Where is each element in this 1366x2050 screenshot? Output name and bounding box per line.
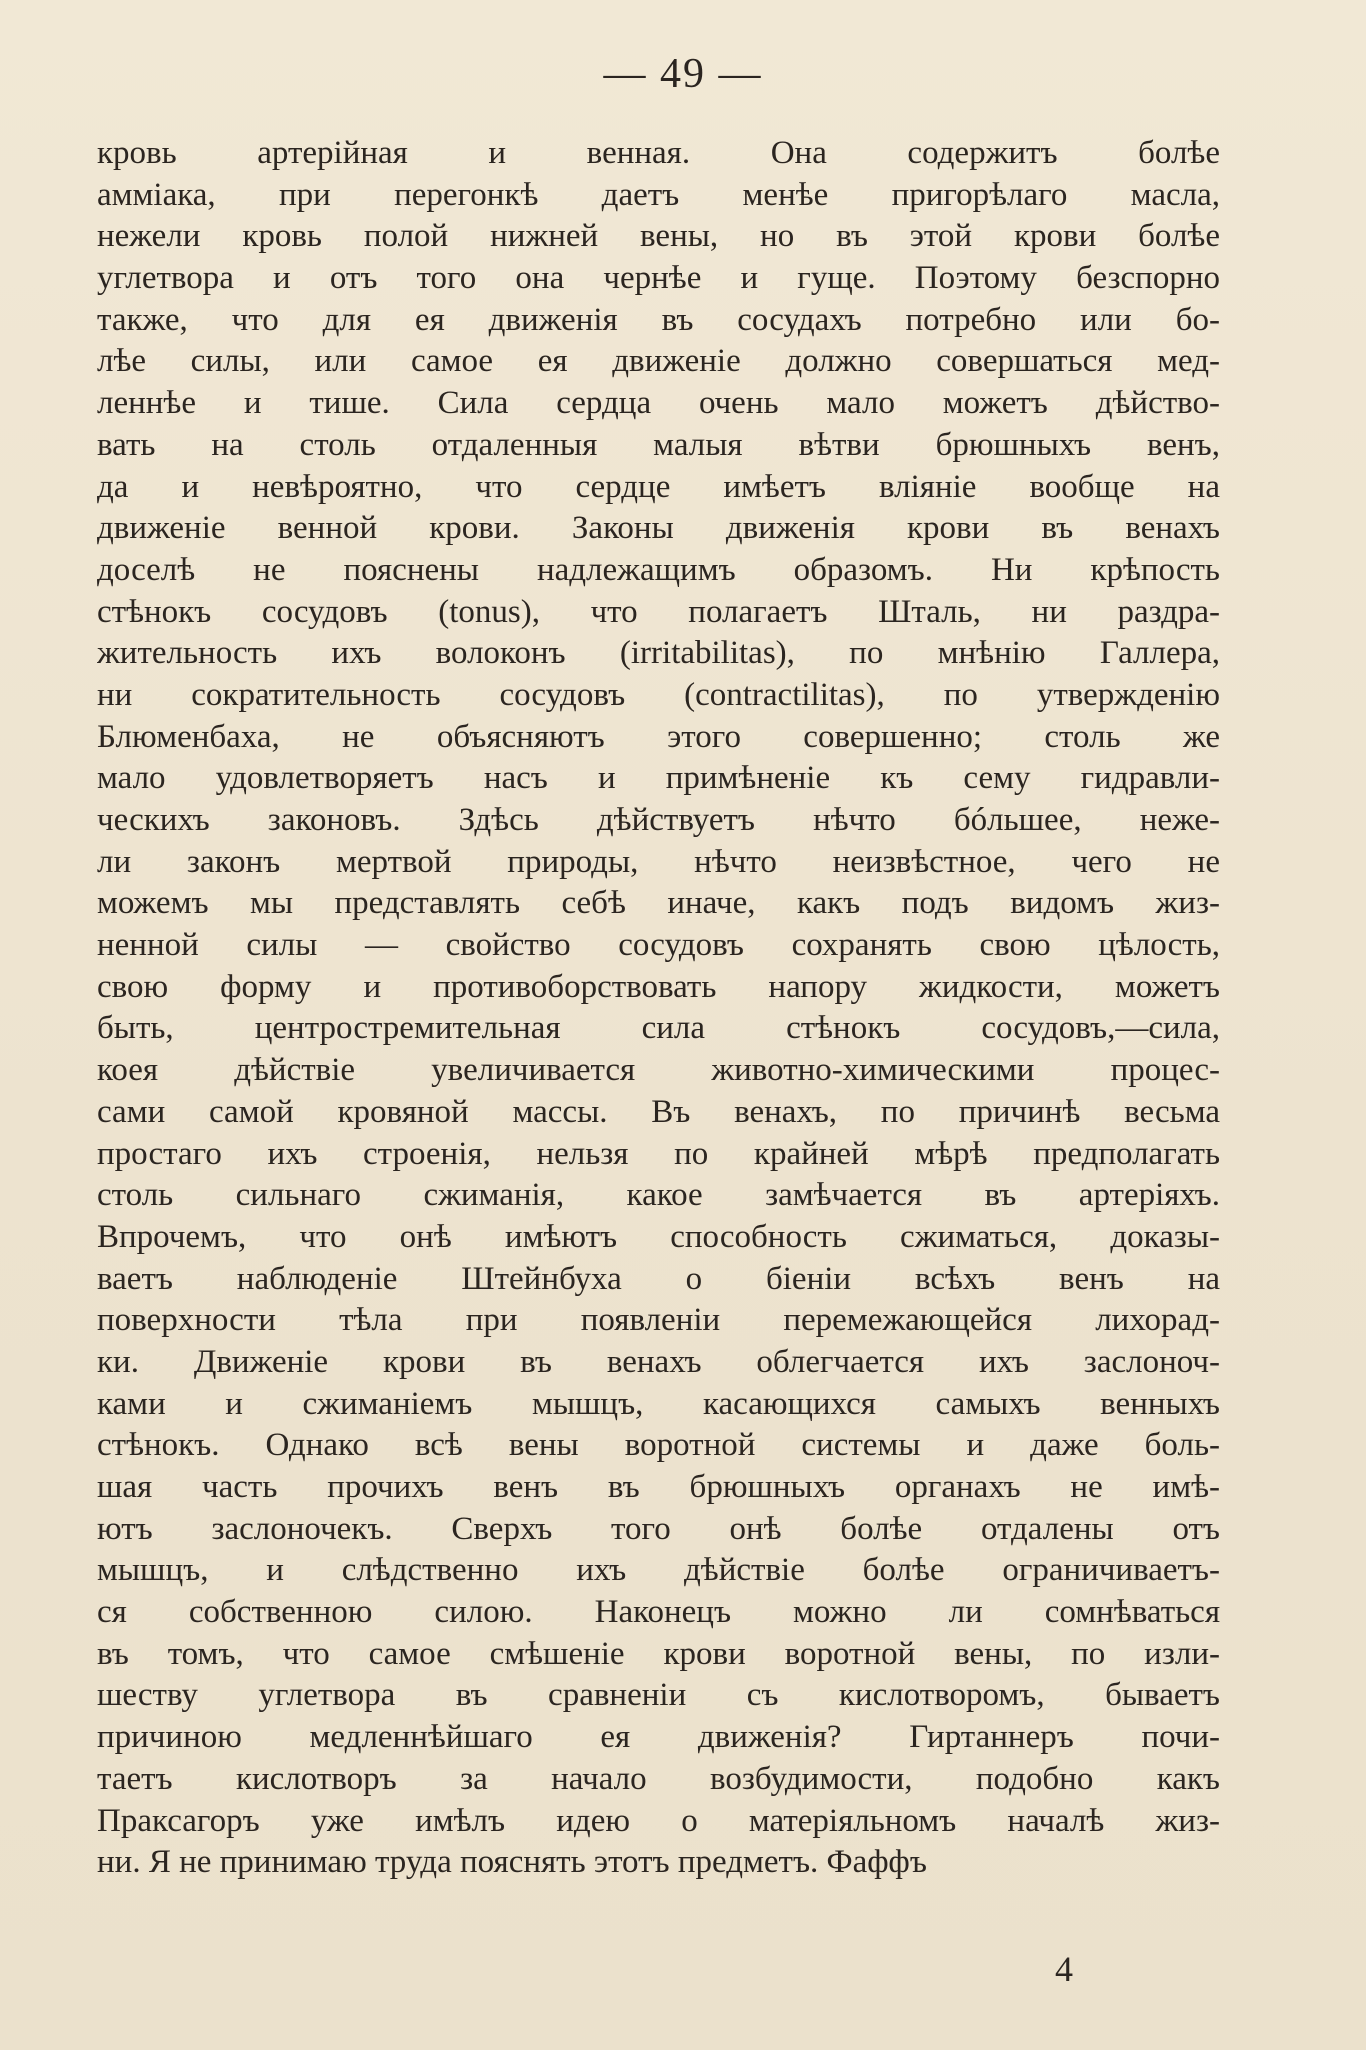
- text-line: ваетъ наблюденiе Штейнбуха о бiенiи всѣхъ венъ на: [97, 1260, 1220, 1297]
- text-line: ненной силы — свойство сосудовъ сохранять свою цѣлость,: [97, 927, 1220, 964]
- text-line: жительность ихъ волоконъ (irritabilitas), по мнѣнію Галлера,: [97, 635, 1220, 672]
- text-line: ками и сжиманiемъ мышцъ, касающихся самыхъ венныхъ: [97, 1385, 1220, 1422]
- body-text: [97, 133, 1220, 1884]
- text-line: въ томъ, что самое смѣшенiе крови воротной вены, по изли-: [97, 1635, 1220, 1672]
- text-line: стѣнокъ. Однако всѣ вены воротной системы и даже боль-: [97, 1427, 1220, 1464]
- text-line: леннѣе и тише. Сила сердца очень мало можетъ дѣйство-: [97, 385, 1220, 422]
- text-line: Праксагоръ уже имѣлъ идею о матерiяльномъ началѣ жиз-: [97, 1802, 1220, 1839]
- text-line: столь сильнаго сжиманiя, какое замѣчается въ артерiяхъ.: [97, 1177, 1220, 1214]
- text-line: также, что для ея движенія въ сосудахъ потребно или бо-: [97, 301, 1220, 338]
- text-line: аммiака, при перегонкѣ даетъ менѣе пригорѣлаго масла,: [97, 176, 1220, 213]
- text-line: шеству углетвора въ сравненiи съ кислотворомъ, бываетъ: [97, 1677, 1220, 1714]
- text-line: ни. Я не принимаю труда пояснять этотъ предметъ. Фаффъ: [97, 1844, 927, 1881]
- text-line: движенiе венной крови. Законы движенія крови въ венахъ: [97, 510, 1220, 547]
- text-line: сами самой кровяной массы. Въ венахъ, по причинѣ весьма: [97, 1093, 1220, 1130]
- text-line: углетвора и отъ того она чернѣе и гуще. Поэтому безспорно: [97, 260, 1220, 297]
- text-line: мало удовлетворяетъ насъ и примѣненiе къ сему гидравли-: [97, 760, 1220, 797]
- text-line: таетъ кислотворъ за начало возбудимости, подобно какъ: [97, 1760, 1220, 1797]
- text-line: ся собственною силою. Наконецъ можно ли сомнѣваться: [97, 1594, 1220, 1631]
- text-line: ютъ заслоночекъ. Сверхъ того онѣ болѣе отдалены отъ: [97, 1510, 1220, 1547]
- text-line: кровь артерійная и венная. Она содержитъ болѣе: [97, 135, 1220, 171]
- text-line: причиною медленнѣйшаго ея движенія? Гиртаннеръ почи-: [97, 1719, 1220, 1756]
- page-number: — 49 —: [603, 51, 763, 97]
- text-line: ли законъ мертвой природы, нѣчто неизвѣстное, чего не: [97, 843, 1220, 880]
- text-line: вать на столь отдаленныя малыя вѣтви брюшныхъ венъ,: [97, 426, 1220, 463]
- text-line: ки. Движенiе крови въ венахъ облегчается ихъ заслоноч-: [97, 1343, 1220, 1380]
- text-line: ни сократительность сосудовъ (contractilitas), по утвержденію: [97, 676, 1220, 713]
- text-line: стѣнокъ сосудовъ (tonus), что полагаетъ Шталь, ни раздра-: [97, 593, 1220, 630]
- text-line: доселѣ не пояснены надлежащимъ образомъ. Ни крѣпость: [97, 551, 1220, 588]
- text-line: поверхности тѣла при появленiи перемежающейся лихорад-: [97, 1302, 1220, 1339]
- text-line: простаго ихъ строенія, нельзя по крайней мѣрѣ предполагать: [97, 1135, 1220, 1172]
- text-line: мышцъ, и слѣдственно ихъ дѣйствiе болѣе ограничиваетъ-: [97, 1552, 1220, 1589]
- text-line: Впрочемъ, что онѣ имѣютъ способность сжиматься, доказы-: [97, 1218, 1220, 1255]
- text-line: быть, центростремительная сила стѣнокъ сосудовъ,—сила,: [97, 1010, 1220, 1047]
- text-line: да и невѣроятно, что сердце имѣетъ влiянiе вообще на: [97, 468, 1220, 505]
- text-line: шая часть прочихъ венъ въ брюшныхъ органахъ не имѣ-: [97, 1469, 1220, 1505]
- text-line: Блюменбаха, не объясняютъ этого совершенно; столь же: [97, 718, 1220, 755]
- signature-mark: 4: [1055, 1949, 1073, 1989]
- text-line: можемъ мы представлять себѣ иначе, какъ подъ видомъ жиз-: [97, 885, 1220, 922]
- text-line: коея дѣйствiе увеличивается животно-химическими процес-: [97, 1052, 1220, 1089]
- text-line: свою форму и противоборствовать напору жидкости, можетъ: [97, 968, 1220, 1005]
- text-line: ческихъ законовъ. Здѣсь дѣйствуетъ нѣчто бóльшее, неже-: [97, 802, 1220, 838]
- text-line: лѣе силы, или самое ея движенiе должно совершаться мед-: [97, 343, 1220, 380]
- text-line: нежели кровь полой нижней вены, но въ этой крови болѣе: [97, 218, 1220, 255]
